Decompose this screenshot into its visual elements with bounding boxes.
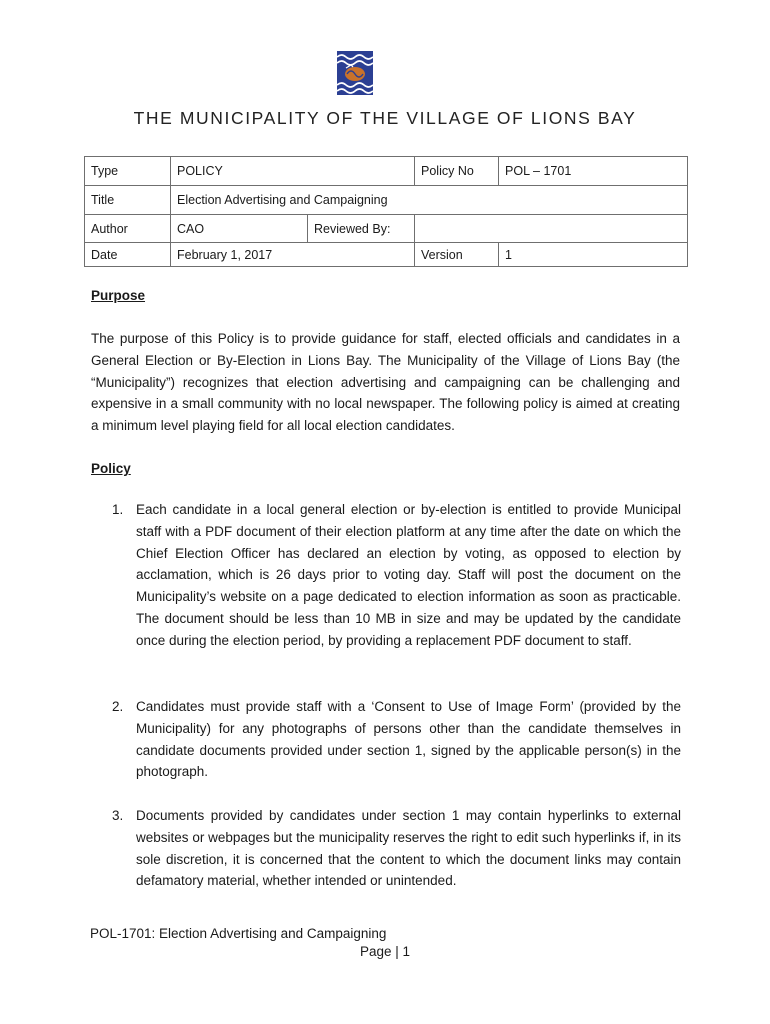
- policy-meta-table: [84, 156, 688, 267]
- page-number: Page | 1: [359, 944, 411, 959]
- list-item: [112, 805, 682, 892]
- list-item-text: Candidates must provide staff with a ‘Consent to Use of Image Form’ (provided by the Municipality) for any photographs of persons other than the candidate themselves in candidate documents provided under section 1, signed by the applicable person(s) in the photograph.: [136, 699, 681, 780]
- date-value: February 1, 2017: [171, 243, 415, 267]
- policy-no-label: Policy No: [415, 157, 499, 186]
- version-value: 1: [499, 243, 688, 267]
- version-label: Version: [415, 243, 499, 267]
- title-label: Title: [85, 186, 171, 215]
- organization-title: THE MUNICIPALITY OF THE VILLAGE OF LIONS BAY: [133, 108, 637, 128]
- table-row: [85, 186, 688, 215]
- list-item-number: 1.: [112, 502, 124, 517]
- municipality-logo: [337, 51, 373, 95]
- purpose-heading: Purpose: [91, 288, 146, 303]
- type-label: Type: [85, 157, 171, 186]
- list-item-text: Each candidate in a local general election or by-election is entitled to provide Municipal staff with a PDF document of their election platform at any time after the date on which the Chief Election Officer has declared an election by voting, as opposed to election by acclamation, which is 26 days prior to voting day. Staff will post the document on the Municipality’s website on a page dedicated to election information as soon as practicable. The document should be less than 10 MB in size and may be updated by the candidate once during the election period, by providing a replacement PDF document to staff.: [136, 502, 681, 648]
- reviewed-by-label: Reviewed By:: [308, 215, 415, 243]
- list-item-number: 3.: [112, 808, 124, 823]
- table-row: [85, 157, 688, 186]
- list-item: [112, 499, 682, 652]
- author-value: CAO: [171, 215, 308, 243]
- table-row: [85, 215, 688, 243]
- list-item: [112, 696, 682, 783]
- date-label: Date: [85, 243, 171, 267]
- type-value: POLICY: [171, 157, 415, 186]
- author-label: Author: [85, 215, 171, 243]
- list-item-text: Documents provided by candidates under section 1 may contain hyperlinks to external websites or webpages but the municipality reserves the right to edit such hyperlinks if, in its sole discretion, it is concerned that the content to which the document links may contain defamatory material, whether intended or unintended.: [136, 808, 681, 889]
- footer-document-label: POL-1701: Election Advertising and Campaigning: [90, 926, 387, 941]
- list-item-number: 2.: [112, 699, 124, 714]
- reviewed-by-value: [415, 215, 688, 243]
- title-value: Election Advertising and Campaigning: [171, 186, 688, 215]
- purpose-paragraph: The purpose of this Policy is to provide guidance for staff, elected officials and candidates in a General Election or By-Election in Lions Bay. The Municipality of the Village of Lions Bay (the “Municipality”) recognizes that election advertising and campaigning can be challenging and expensive in a small community with no local newspaper. The following policy is aimed at creating a minimum level playing field for all local election candidates.: [91, 331, 680, 434]
- table-row: [85, 243, 688, 267]
- policy-no-value: POL – 1701: [499, 157, 688, 186]
- policy-heading: Policy: [91, 461, 131, 476]
